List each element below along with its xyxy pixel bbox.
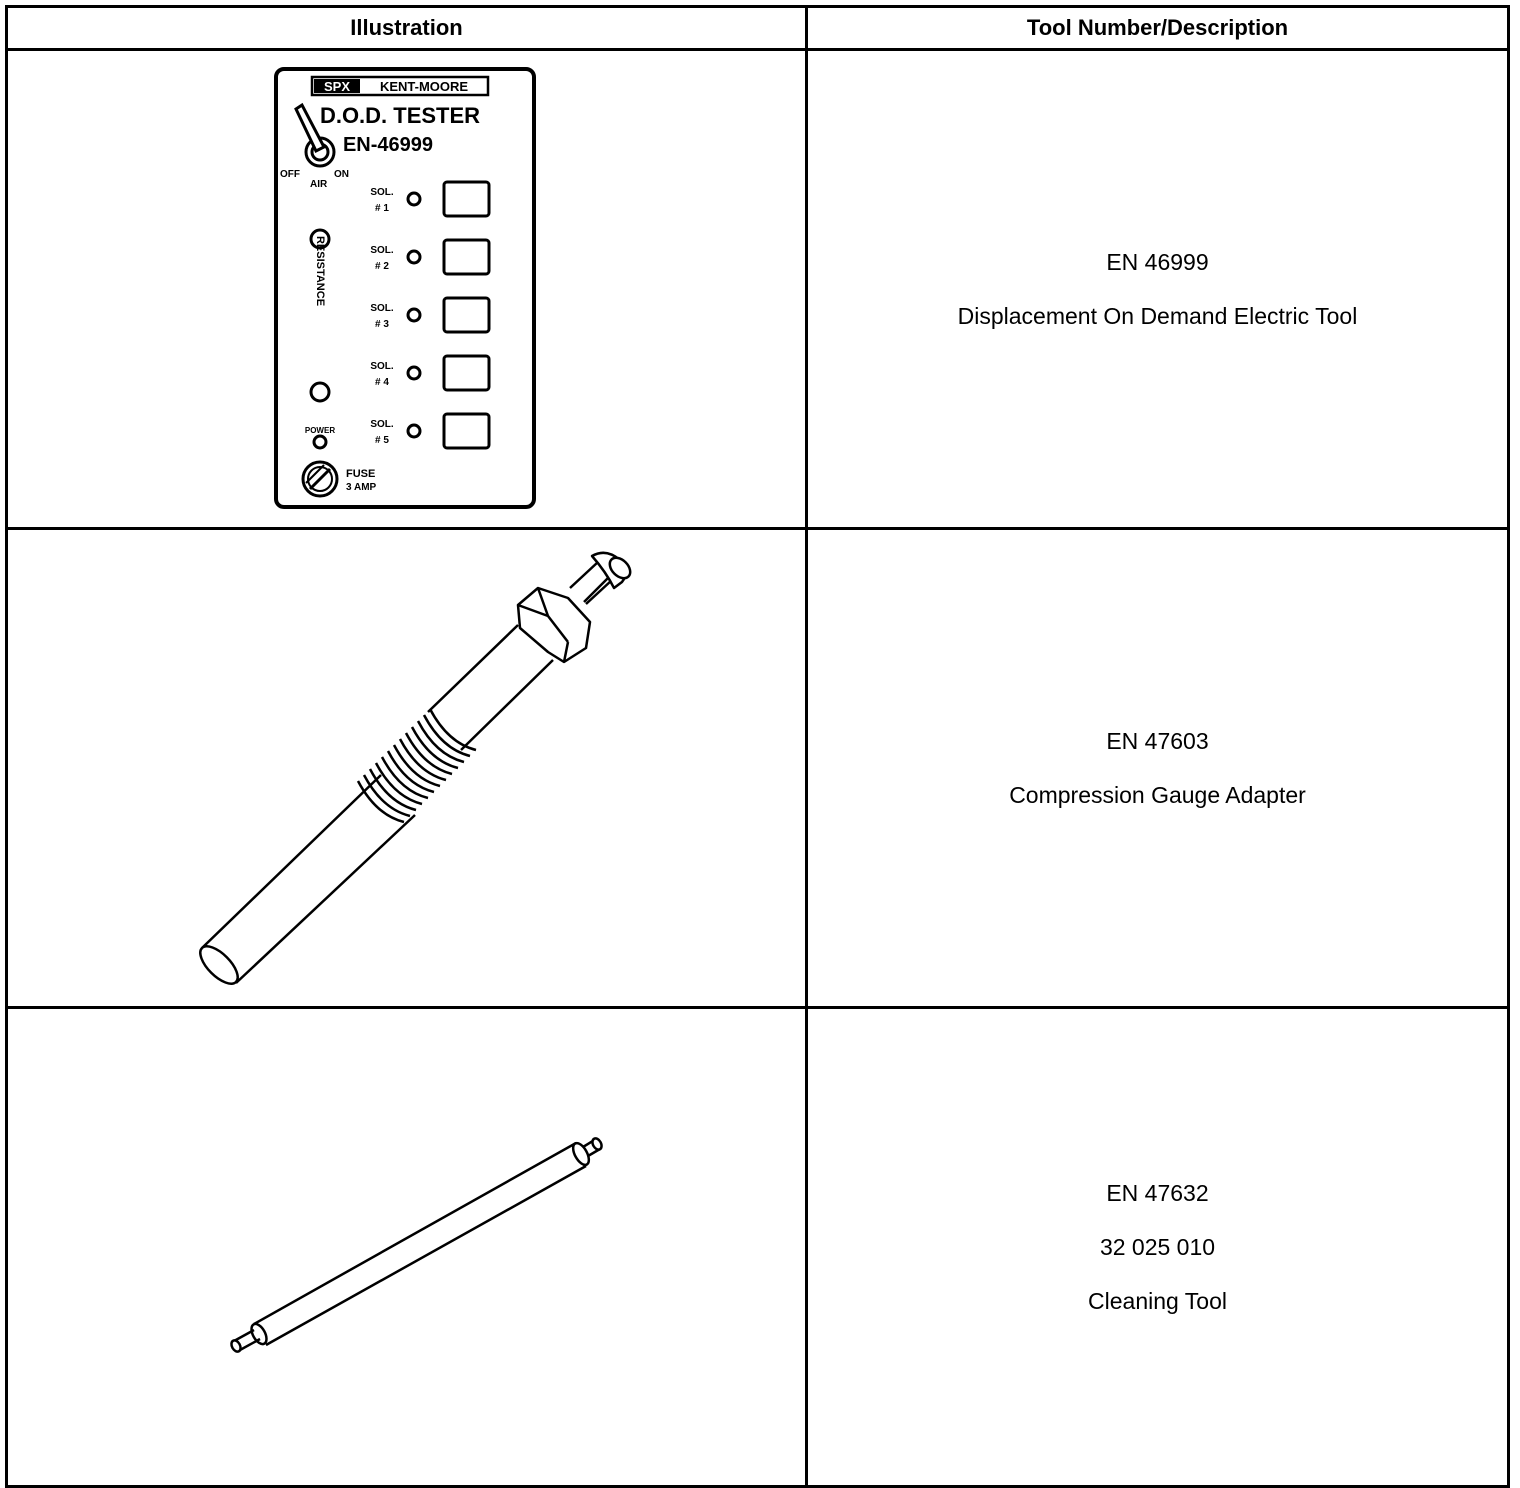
cleaning-tool-illustration xyxy=(8,1009,808,1485)
switch-air-label: AIR xyxy=(309,179,327,190)
switch-on-label: ON xyxy=(333,169,349,180)
description-cell xyxy=(807,50,1509,529)
sol-led-icon xyxy=(408,425,420,437)
sol-label: SOL. xyxy=(369,303,394,314)
sol-button xyxy=(444,356,489,390)
tool-number: EN 47603 xyxy=(1106,727,1209,754)
sol-button xyxy=(444,414,489,448)
description-cell xyxy=(807,529,1509,1008)
tool-description: Compression Gauge Adapter xyxy=(1009,781,1306,808)
fuse-label: FUSE xyxy=(345,468,375,480)
sol-number-label: # 4 xyxy=(374,377,389,388)
header-illustration: Illustration xyxy=(7,7,807,50)
fuse-rating-label: 3 AMP xyxy=(345,482,376,493)
resistance-label: RESISTANCE xyxy=(313,235,326,307)
tool-description: Displacement On Demand Electric Tool xyxy=(957,302,1358,329)
sol-button xyxy=(444,240,489,274)
sol-number-label: # 3 xyxy=(374,319,389,330)
tool-part-number: 32 025 010 xyxy=(1099,1233,1216,1260)
brand-kent-moore: KENT-MOORE xyxy=(379,79,468,94)
fuse-holder-icon xyxy=(303,462,337,496)
power-led-icon xyxy=(314,436,326,448)
illustration-cell xyxy=(7,529,807,1008)
tester-model: EN-46999 xyxy=(342,134,433,156)
sol-button xyxy=(444,298,489,332)
table-row xyxy=(7,1008,1509,1487)
sol-label: SOL. xyxy=(369,419,394,430)
sol-number-label: # 2 xyxy=(374,261,389,272)
sol-number-label: # 5 xyxy=(374,435,389,446)
tool-number: EN 46999 xyxy=(1106,248,1209,275)
description-cell xyxy=(807,1008,1509,1487)
sol-button xyxy=(444,182,489,216)
brand-spx: SPX xyxy=(323,79,350,94)
power-label: POWER xyxy=(304,426,335,435)
switch-off-label: OFF xyxy=(279,169,300,180)
header-row xyxy=(7,7,1509,50)
illustration-cell xyxy=(7,1008,807,1487)
tester-title: D.O.D. TESTER xyxy=(319,103,480,128)
dod-tester-illustration xyxy=(272,65,542,513)
header-tool-description: Tool Number/Description xyxy=(807,7,1509,50)
sol-label: SOL. xyxy=(369,245,394,256)
table-row xyxy=(7,529,1509,1008)
tool-description: Cleaning Tool xyxy=(1088,1287,1227,1314)
sol-label: SOL. xyxy=(369,361,394,372)
compression-gauge-adapter-illustration xyxy=(8,530,808,1006)
tool-number: EN 47632 xyxy=(1106,1179,1209,1206)
illustration-cell xyxy=(7,50,807,529)
sol-led-icon xyxy=(408,367,420,379)
resistance-terminal-icon xyxy=(311,383,329,401)
sol-led-icon xyxy=(408,193,420,205)
sol-label: SOL. xyxy=(369,187,394,198)
table-row xyxy=(7,50,1509,529)
sol-number-label: # 1 xyxy=(374,203,389,214)
sol-led-icon xyxy=(408,251,420,263)
sol-led-icon xyxy=(408,309,420,321)
tools-table xyxy=(5,5,1510,1488)
thread-rings xyxy=(358,709,476,822)
